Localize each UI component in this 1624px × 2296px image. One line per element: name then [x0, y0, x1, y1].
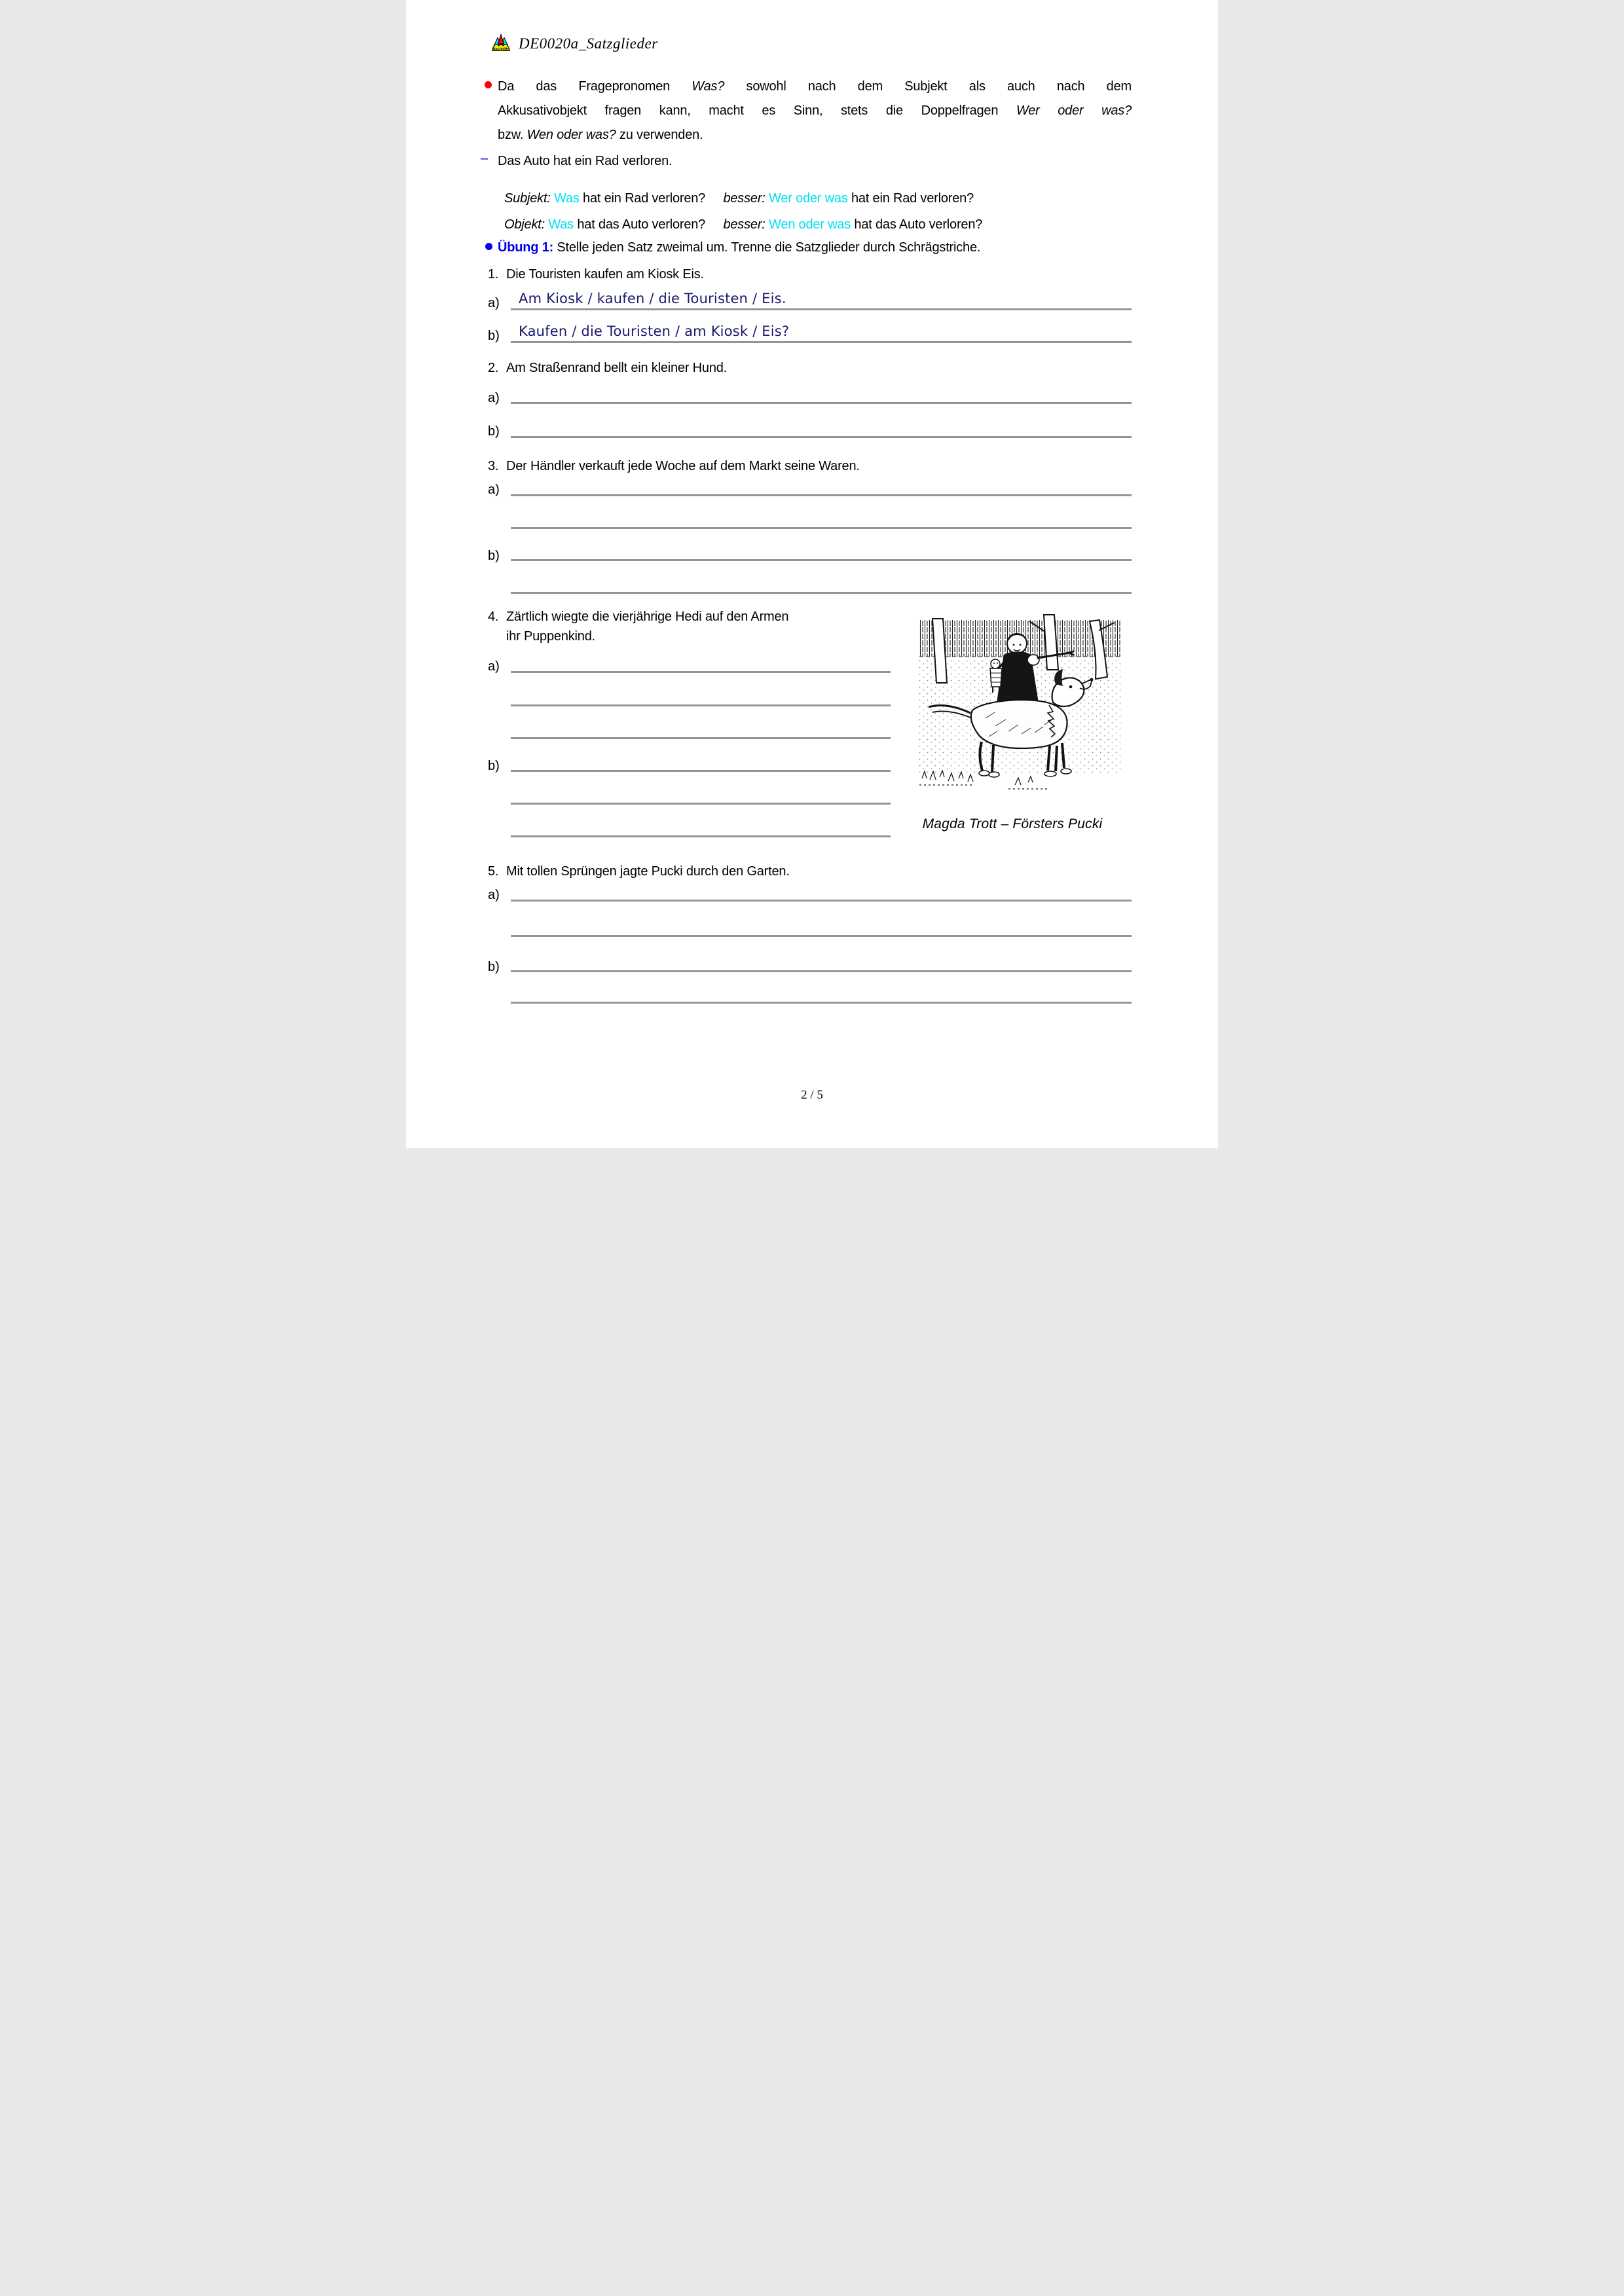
intro-line-1 [498, 75, 1132, 99]
item-1-label-a: a) [488, 296, 500, 310]
item-4-sentence [488, 607, 894, 646]
intro-l3-italic: Wen oder was? [526, 128, 616, 142]
blue-bullet-icon [485, 243, 492, 250]
example-sentence: Das Auto hat ein Rad verloren. [498, 154, 673, 168]
example-row-subjekt [504, 189, 974, 208]
example-row-objekt [504, 215, 982, 234]
objekt-q1-highlight: Was [548, 217, 574, 232]
intro-l3a: bzw. [498, 128, 527, 142]
subjekt-q2-highlight: Wer oder was [769, 191, 848, 206]
item-2-text: Am Straßenrand bellt ein kleiner Hund. [506, 361, 728, 375]
item-4-text-line1: Zärtlich wiegte die vierjährige Hedi auf den Armen [506, 610, 789, 624]
item-3-label-b: b) [488, 549, 500, 563]
item-2-number: 2. [488, 361, 499, 375]
objekt-label: Objekt: [504, 217, 545, 232]
dash-bullet: – [481, 151, 489, 166]
worksheet-page [406, 0, 1218, 1148]
answer-line-5a [511, 900, 1132, 902]
subjekt-label: Subjekt: [504, 191, 551, 206]
objekt-q1-rest: hat das Auto verloren? [574, 217, 706, 232]
intro-paragraph [498, 75, 1132, 147]
red-bullet-icon [485, 81, 492, 88]
uebung-instruction: Stelle jeden Satz zweimal um. Trenne die Satzglieder durch Schrägstriche. [553, 240, 981, 255]
answer-line-1a [511, 308, 1132, 310]
item-5-label-b: b) [488, 960, 500, 974]
intro-l2a: Akkusativobjekt fragen kann, macht es Sinn, stets die Doppelfragen [498, 103, 1016, 118]
item-1-text: Die Touristen kaufen am Kiosk Eis. [506, 267, 704, 282]
item-2-sentence [488, 358, 727, 378]
answer-line-3b [511, 559, 1132, 561]
item-1-label-b: b) [488, 329, 500, 343]
item-3-label-a: a) [488, 483, 500, 497]
page-title: DE0020a_Satzglieder [519, 35, 658, 52]
objekt-q2-rest: hat das Auto verloren? [851, 217, 983, 232]
intro-l2-italic: Wer oder was? [1016, 103, 1132, 118]
intro-l1-italic: Was? [692, 79, 725, 94]
item-1-sentence [488, 264, 704, 284]
answer-line-4a-cont1 [511, 704, 891, 706]
subjekt-q1-rest: hat ein Rad verloren? [579, 191, 706, 206]
item-4-label-b: b) [488, 759, 500, 773]
item-1-number: 1. [488, 267, 499, 282]
item-2-label-a: a) [488, 391, 500, 405]
answer-line-4b-cont1 [511, 803, 891, 805]
item-1-answer-a: Am Kiosk / kaufen / die Touristen / Eis. [519, 291, 786, 306]
answer-line-1b [511, 341, 1132, 343]
item-3-sentence [488, 456, 860, 476]
answer-line-3a-cont [511, 527, 1132, 529]
answer-line-3a [511, 494, 1132, 496]
intro-line-2 [498, 99, 1132, 123]
subjekt-q2-rest: hat ein Rad verloren? [847, 191, 974, 206]
answer-line-4a-cont2 [511, 737, 891, 739]
item-3-number: 3. [488, 459, 499, 473]
answer-line-5a-cont [511, 935, 1132, 937]
item-4-label-a: a) [488, 659, 500, 674]
answer-line-4a [511, 671, 891, 673]
page-number: 2 / 5 [801, 1088, 823, 1102]
intro-l3c: zu verwenden. [616, 128, 703, 142]
uebung-heading [498, 238, 980, 257]
answer-line-5b-cont [511, 1002, 1132, 1004]
answer-line-4b [511, 770, 891, 772]
uebung-label: Übung 1: [498, 240, 554, 255]
item-5-label-a: a) [488, 888, 500, 902]
answer-line-2a [511, 402, 1132, 404]
objekt-q2-highlight: Wen oder was [769, 217, 851, 232]
besser-label-2: besser: [723, 217, 766, 232]
intro-l1a: Da das Fragepronomen [498, 79, 692, 94]
illustration-girl-with-dog [910, 613, 1131, 800]
item-1-answer-b: Kaufen / die Touristen / am Kiosk / Eis? [519, 323, 790, 339]
item-4-text-line2: ihr Puppenkind. [506, 629, 595, 644]
answer-line-4b-cont2 [511, 835, 891, 837]
item-4-number: 4. [488, 610, 499, 624]
item-5-number: 5. [488, 864, 499, 879]
intro-line-3 [498, 123, 1132, 147]
illustration-caption: Magda Trott – Försters Pucki [922, 816, 1103, 831]
subjekt-q1-highlight: Was [554, 191, 580, 206]
item-3-text: Der Händler verkauft jede Woche auf dem Markt seine Waren. [506, 459, 860, 473]
nachhilfe-logo [491, 33, 511, 55]
logo-text: Nachhilfe [492, 47, 509, 52]
item-5-text: Mit tollen Sprüngen jagte Pucki durch den Garten. [506, 864, 790, 879]
besser-label-1: besser: [723, 191, 766, 206]
answer-line-3b-cont [511, 592, 1132, 594]
answer-line-2b [511, 436, 1132, 438]
item-2-label-b: b) [488, 424, 500, 439]
item-5-sentence [488, 862, 790, 881]
answer-line-5b [511, 970, 1132, 972]
intro-l1c: sowohl nach dem Subjekt als auch nach dem [724, 79, 1132, 94]
